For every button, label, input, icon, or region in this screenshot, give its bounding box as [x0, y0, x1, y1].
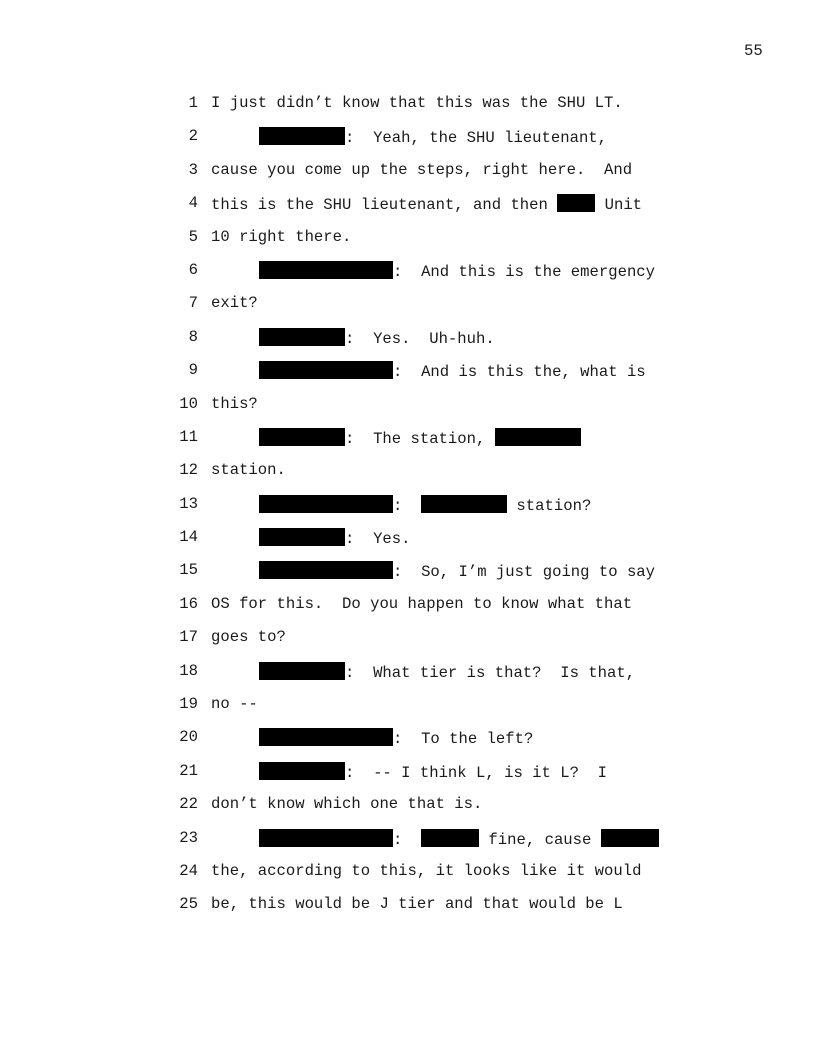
- line-content: [259, 361, 646, 381]
- line-content: [259, 728, 533, 748]
- line-number: 4: [188, 194, 198, 213]
- line-text: I just didn’t know that this was the SHU LT.: [211, 94, 623, 112]
- redaction-box: [495, 428, 581, 446]
- line-number: 7: [188, 294, 198, 313]
- line-text: :: [393, 496, 422, 515]
- line-text: this?: [211, 394, 258, 413]
- line-text: no --: [211, 695, 258, 714]
- redaction-box: [259, 528, 345, 546]
- line-text: cause you come up the steps, right here. And: [211, 160, 633, 179]
- line-number: 15: [179, 561, 198, 580]
- line-content: [211, 194, 642, 214]
- transcript-line: [0, 493, 816, 526]
- transcript-line: [0, 726, 816, 759]
- line-number: 14: [179, 528, 198, 547]
- redaction-box: [259, 495, 393, 513]
- line-content: [259, 762, 607, 782]
- line-number: 16: [179, 594, 198, 613]
- line-number: 23: [179, 828, 198, 847]
- line-number: 10: [179, 394, 198, 413]
- line-text: the, according to this, it looks like it would: [211, 861, 642, 880]
- redaction-box: [259, 762, 345, 780]
- line-number: 21: [179, 761, 198, 780]
- redaction-box: [259, 127, 345, 145]
- line-content: [259, 528, 411, 548]
- line-number: 11: [179, 427, 198, 446]
- line-content: [259, 829, 659, 849]
- line-text: 10 right there.: [211, 227, 352, 246]
- redaction-box: [259, 261, 393, 279]
- line-text: don’t know which one that is.: [211, 795, 483, 814]
- transcript-line: [0, 92, 816, 125]
- line-number: 12: [179, 461, 198, 480]
- redaction-box: [259, 328, 345, 346]
- transcript-line: [0, 393, 816, 426]
- transcript-line: [0, 693, 816, 726]
- transcript-line: [0, 893, 816, 926]
- line-content: [259, 495, 591, 515]
- line-content: [259, 662, 635, 682]
- line-text: station.: [211, 461, 286, 480]
- line-content: [259, 261, 655, 281]
- line-text: OS for this. Do you happen to know what that: [211, 594, 633, 613]
- transcript-line: [0, 292, 816, 325]
- transcript-line: [0, 159, 816, 192]
- redaction-box: [557, 194, 595, 212]
- transcript-line: [0, 426, 816, 459]
- transcript-line: [0, 526, 816, 559]
- line-number: 25: [179, 895, 198, 914]
- line-text: : Yes.: [345, 530, 411, 549]
- line-number: 8: [188, 327, 198, 346]
- line-content: [259, 561, 655, 581]
- line-text: goes to?: [211, 628, 286, 647]
- transcript-line: [0, 760, 816, 793]
- line-number: 2: [188, 127, 198, 146]
- transcript-body: [0, 92, 816, 927]
- transcript-line: [0, 593, 816, 626]
- line-number: 1: [188, 94, 198, 112]
- redaction-box: [259, 428, 345, 446]
- line-text: : Yeah, the SHU lieutenant,: [345, 129, 608, 148]
- transcript-line: [0, 226, 816, 259]
- redaction-box: [601, 829, 659, 847]
- transcript-line: [0, 860, 816, 893]
- transcript-line: [0, 827, 816, 860]
- redaction-box: [259, 361, 393, 379]
- redaction-box: [259, 829, 393, 847]
- line-content: [259, 428, 581, 448]
- line-text: this is the SHU lieutenant, and then: [211, 196, 558, 215]
- line-text: : What tier is that? Is that,: [345, 663, 636, 682]
- transcript-line: [0, 359, 816, 392]
- line-text: : So, I’m just going to say: [393, 563, 656, 582]
- transcript-line: [0, 459, 816, 492]
- line-number: 24: [179, 861, 198, 880]
- transcript-line: [0, 259, 816, 292]
- line-content: [259, 328, 495, 348]
- line-number: 5: [188, 227, 198, 246]
- line-text: fine, cause: [479, 830, 601, 849]
- line-text: : The station,: [345, 429, 495, 448]
- line-number: 18: [179, 661, 198, 680]
- line-number: 19: [179, 695, 198, 714]
- line-number: 17: [179, 628, 198, 647]
- transcript-line: [0, 793, 816, 826]
- line-number: 9: [188, 361, 198, 380]
- line-text: :: [393, 830, 422, 849]
- line-text: : And is this the, what is: [393, 363, 646, 382]
- transcript-line: [0, 125, 816, 158]
- transcript-line: [0, 660, 816, 693]
- line-number: 13: [179, 494, 198, 513]
- transcript-line: [0, 326, 816, 359]
- line-text: station?: [507, 496, 592, 515]
- line-number: 3: [188, 160, 198, 179]
- redaction-box: [421, 829, 479, 847]
- redaction-box: [259, 561, 393, 579]
- redaction-box: [259, 728, 393, 746]
- line-number: 6: [188, 260, 198, 279]
- redaction-box: [421, 495, 507, 513]
- transcript-line: [0, 626, 816, 659]
- line-text: exit?: [211, 294, 258, 313]
- page-number: 55: [744, 42, 763, 60]
- transcript-line: [0, 559, 816, 592]
- line-number: 22: [179, 795, 198, 814]
- transcript-line: [0, 192, 816, 225]
- line-text: Unit: [595, 196, 643, 215]
- line-number: 20: [179, 728, 198, 747]
- line-content: [259, 127, 607, 147]
- line-text: : -- I think L, is it L? I: [345, 763, 608, 782]
- line-text: : Yes. Uh-huh.: [345, 329, 495, 348]
- line-text: be, this would be J tier and that would be L: [211, 895, 623, 914]
- line-text: : And this is the emergency: [393, 262, 656, 281]
- redaction-box: [259, 662, 345, 680]
- line-text: : To the left?: [393, 730, 534, 749]
